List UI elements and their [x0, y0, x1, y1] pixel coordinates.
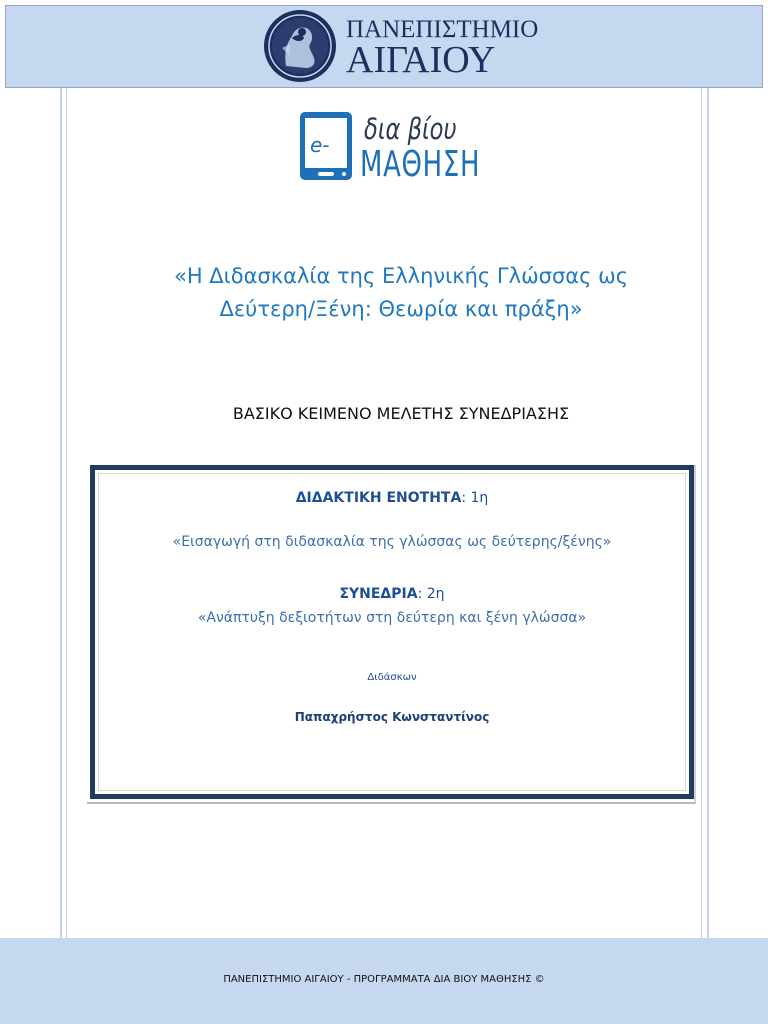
info-box-inner-border — [98, 473, 686, 791]
university-name-line2: ΑΙΓΑΙΟΥ — [346, 39, 496, 81]
teaching-unit-title: «Εισαγωγή στη διδασκαλία της γλώσσας ως δεύτερης/ξένης» — [172, 534, 612, 550]
session — [95, 586, 689, 602]
page-frame-left-inner — [66, 88, 67, 938]
session-title: «Ανάπτυξη δεξιοτήτων στη δεύτερη και ξένη γλώσσα» — [197, 610, 587, 626]
page-frame-right-inner — [701, 88, 702, 938]
teaching-unit-value: : 1η — [461, 490, 489, 506]
instructor-label: Διδάσκων — [367, 672, 417, 683]
footer-band — [0, 938, 768, 1024]
document-subtitle: ΒΑΣΙΚΟ ΚΕΙΜΕΝΟ ΜΕΛΕΤΗΣ ΣΥΝΕΔΡΙΑΣΗΣ — [232, 404, 570, 423]
footer-text: ΠΑΝΕΠΙΣΤΗΜΙΟ ΑΙΓΑΙΟΥ - ΠΡΟΓΡΑΜΜΑΤΑ ΔΙΑ ΒΙΟΥ ΜΑΘΗΣΗΣ © — [223, 974, 545, 985]
course-title-line1: «Η Διδασκαλία της Ελληνικής Γλώσσας ως — [173, 264, 629, 288]
lifelong-learning-line2: ΜΑΘΗΣΗ — [360, 144, 481, 185]
info-box — [90, 465, 694, 799]
lifelong-learning-logo — [298, 110, 508, 184]
tablet-icon — [298, 110, 354, 182]
university-logo — [262, 8, 552, 86]
page-frame-left-outer — [60, 88, 62, 938]
instructor-name: Παπαχρήστος Κωνσταντίνος — [294, 710, 490, 724]
tablet-e-text: e- — [310, 133, 330, 157]
session-value: : 2η — [417, 586, 445, 602]
teaching-unit — [95, 490, 689, 506]
lifelong-learning-line1: δια βίου — [364, 112, 457, 146]
university-name-line1: ΠΑΝΕΠΙΣΤΗΜΙΟ — [346, 16, 539, 43]
course-title — [100, 260, 702, 326]
page-frame-right-outer — [707, 88, 709, 938]
university-seal-icon — [262, 8, 338, 84]
teaching-unit-label: ΔΙΔΑΚΤΙΚΗ ΕΝΟΤΗΤΑ — [295, 490, 462, 506]
course-title-line2: Δεύτερη/Ξένη: Θεωρία και πράξη» — [219, 297, 583, 321]
session-label: ΣΥΝΕΔΡΙΑ — [339, 586, 418, 602]
